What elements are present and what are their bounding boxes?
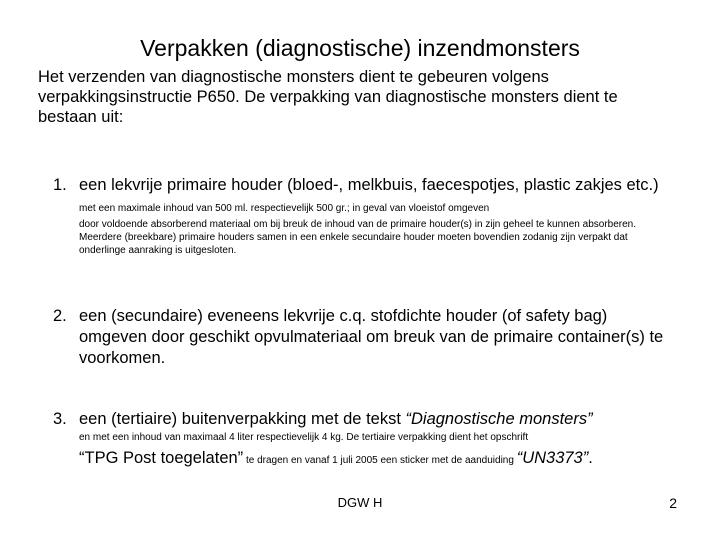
list-item — [53, 306, 673, 369]
quote-un3373: “UN3373” — [516, 449, 589, 467]
list-item-small-inline: met een maximale inhoud van 500 ml. respectievelijk 500 gr.; in geval van vloeistof omgeven — [79, 203, 490, 214]
list-number: 3. — [53, 410, 67, 428]
intro-paragraph: Het verzenden van diagnostische monsters dient te gebeuren volgens verpakkingsinstructie P650. De verpakking van diagnostische monsters dient te bestaan uit: — [38, 68, 618, 126]
slide-title: Verpakken (diagnostische) inzendmonsters — [140, 35, 580, 61]
list-item-main: een lekvrije primaire houder (bloed-, melkbuis, faecespotjes, plastic zakjes etc.) — [79, 176, 659, 194]
list-item-text — [79, 175, 673, 217]
page-number: 2 — [669, 495, 677, 511]
list-number: 1. — [53, 176, 67, 194]
quote-diagnostische-monsters: “Diagnostische monsters” — [405, 410, 593, 428]
quote-tpg-post: “TPG Post toegelaten” — [79, 449, 244, 467]
list-number: 2. — [53, 307, 67, 325]
list-item-small-end: te dragen en vanaf 1 juli 2005 een sticker met de aanduiding — [243, 455, 517, 466]
list-item — [53, 175, 673, 257]
list-item-small-text: en met een inhoud van maximaal 4 liter respectievelijk 4 kg. De tertiaire verpakking dient het opschrift — [79, 432, 529, 443]
list-item-main: een (tertiaire) buitenverpakking met de tekst — [79, 410, 406, 428]
end-dot: . — [588, 449, 593, 467]
list-item-last-line — [79, 448, 673, 469]
list-item-text — [79, 409, 673, 430]
list-item — [53, 409, 673, 469]
list-item-main: een (secundaire) eveneens lekvrije c.q. stofdichte houder (of safety bag) omgeven door geschikt opvulmateriaal om breuk van de primaire container(s) te voorkomen. — [79, 307, 664, 367]
footer-text: DGW H — [337, 495, 383, 510]
list-item-small-text: door voldoende absorberend materiaal om bij breuk de inhoud van de primaire houder(s) in zijn geheel te kunnen absorberen. Meerdere (breekbare) primaire houders samen in een enkele secundaire houder moeten bovendien zodanig zijn verpakt dat onderlinge aanraking is uitgesloten. — [79, 219, 637, 256]
